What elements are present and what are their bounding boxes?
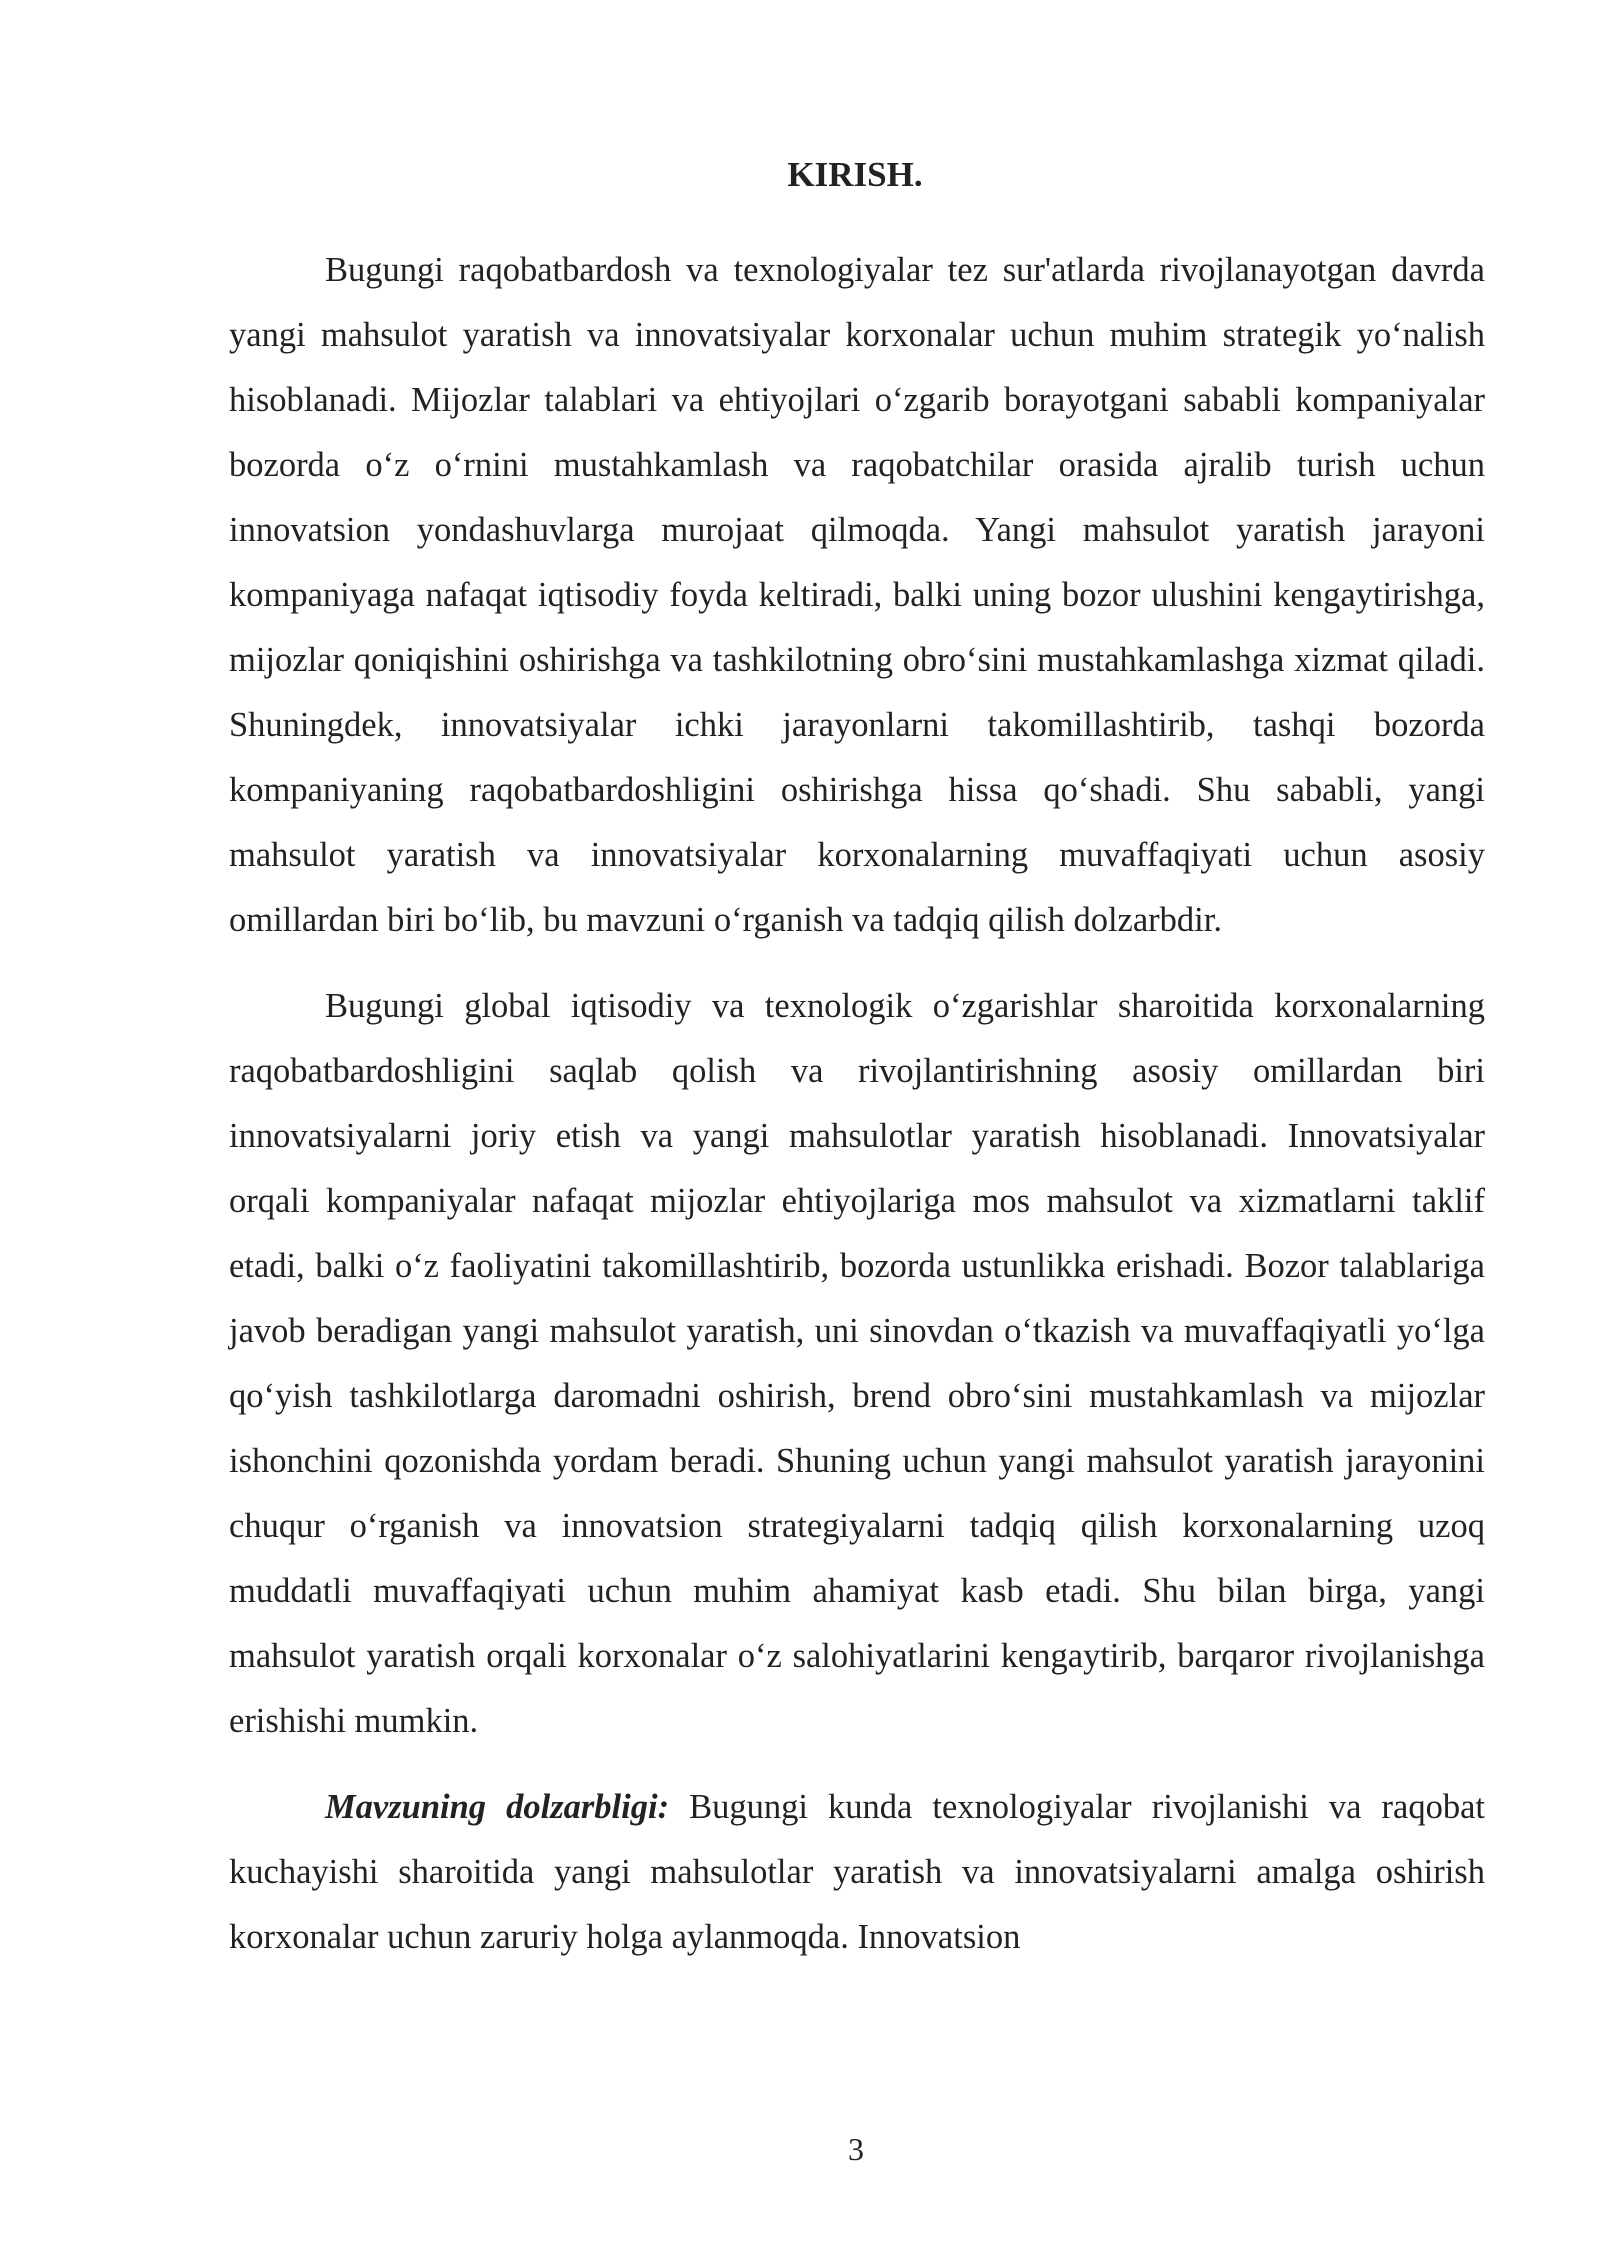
document-body <box>229 238 1485 1991</box>
relevance-label: Mavzuning dolzarbligi: <box>325 1788 670 1826</box>
page-number: 3 <box>848 2131 864 2167</box>
intro-paragraph-1: Bugungi raqobatbardosh va texnologiyalar tez sur'atlarda rivojlanayotgan davrda yangi mahsulot yaratish va innovatsiyalar korxonalar uchun muhim strategik yo‘nalish hisoblanadi. Mijozlar talablari va ehtiyojlari o‘zgarib borayotgani sababli kompaniyalar bozorda o‘z o‘rnini mustahkamlash va raqobatchilar orasida ajralib turish uchun innovatsion yondashuvlarga murojaat qilmoqda. Yangi mahsulot yaratish jarayoni kompaniyaga nafaqat iqtisodiy foyda keltiradi, balki uning bozor ulushini kengaytirishga, mijozlar qoniqishini oshirishga va tashkilotning obro‘sini mustahkamlashga xizmat qiladi. Shuningdek, innovatsiyalar ichki jarayonlarni takomillashtirib, tashqi bozorda kompaniyaning raqobatbardoshligini oshirishga hissa qo‘shadi. Shu sababli, yangi mahsulot yaratish va innovatsiyalar korxonalarning muvaffaqiyati uchun asosiy omillardan biri bo‘lib, bu mavzuni o‘rganish va tadqiq qilish dolzarbdir. <box>229 251 1485 939</box>
relevance-text: Bugungi kunda texnologiyalar rivojlanishi va raqobat kuchayishi sharoitida yangi mahsulotlar yaratish va innovatsiyalarni amalga oshirish korxonalar uchun zaruriy holga aylanmoqda. Innovatsion <box>229 1788 1486 1956</box>
page-title: KIRISH. <box>787 155 923 194</box>
intro-paragraph-2: Bugungi global iqtisodiy va texnologik o‘zgarishlar sharoitida korxonalarning raqobatbardoshligini saqlab qolish va rivojlantirishning asosiy omillardan biri innovatsiyalarni joriy etish va yangi mahsulotlar yaratish hisoblanadi. Innovatsiyalar orqali kompaniyalar nafaqat mijozlar ehtiyojlariga mos mahsulot va xizmatlarni taklif etadi, balki o‘z faoliyatini takomillashtirib, bozorda ustunlikka erishadi. Bozor talablariga javob beradigan yangi mahsulot yaratish, uni sinovdan o‘tkazish va muvaffaqiyatli yo‘lga qo‘yish tashkilotlarga daromadni oshirish, brend obro‘sini mustahkamlash va mijozlar ishonchini qozonishda yordam beradi. Shuning uchun yangi mahsulot yaratish jarayonini chuqur o‘rganish va innovatsion strategiyalarni tadqiq qilish korxonalarning uzoq muddatli muvaffaqiyati uchun muhim ahamiyat kasb etadi. Shu bilan birga, yangi mahsulot yaratish orqali korxonalar o‘z salohiyatlarini kengaytirib, barqaror rivojlanishga erishishi mumkin. <box>229 987 1485 1740</box>
relevance-paragraph <box>229 1775 1485 1970</box>
